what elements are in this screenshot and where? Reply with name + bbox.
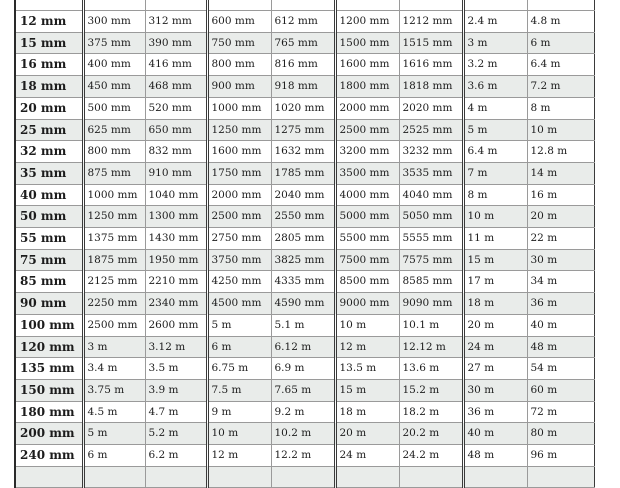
table-cell: 4250 mm	[207, 271, 271, 293]
table-cell: 8 m	[463, 184, 527, 206]
table-cell: 54 m	[527, 358, 594, 380]
table-cell: 800 mm	[83, 141, 145, 163]
table-cell: 3232 mm	[399, 141, 463, 163]
table-cell: 750 mm	[207, 32, 271, 54]
table-cell: 3825 mm	[271, 249, 335, 271]
table-cell: 18.2 m	[399, 401, 463, 423]
table-cell: 9 m	[207, 401, 271, 423]
table-cell: 12.2 m	[271, 445, 335, 467]
table-cell: 7575 mm	[399, 249, 463, 271]
table-row	[15, 336, 594, 358]
table-cell: 8500 mm	[335, 271, 399, 293]
table-cell: 3.6 m	[463, 76, 527, 98]
table-cell: 17 m	[463, 271, 527, 293]
table-cell: 60 m	[527, 379, 594, 401]
table-cell	[207, 0, 271, 11]
table-cell: 2600 mm	[145, 314, 207, 336]
table-cell: 3750 mm	[207, 249, 271, 271]
table-cell	[527, 466, 594, 488]
table-cell: 10 m	[335, 314, 399, 336]
table-cell: 4590 mm	[271, 293, 335, 315]
table-row	[15, 379, 594, 401]
table-cell: 1275 mm	[271, 119, 335, 141]
row-label-cell: 16 mm	[15, 54, 83, 76]
table-cell: 27 m	[463, 358, 527, 380]
table-cell: 2040 mm	[271, 184, 335, 206]
table-cell: 6.4 m	[463, 141, 527, 163]
table-cell: 612 mm	[271, 11, 335, 33]
row-label-cell: 150 mm	[15, 379, 83, 401]
row-label-cell: 12 mm	[15, 11, 83, 33]
table-cell: 6.2 m	[145, 445, 207, 467]
table-cell: 48 m	[463, 445, 527, 467]
table-cell: 765 mm	[271, 32, 335, 54]
table-cell: 2.4 m	[463, 11, 527, 33]
table-row	[15, 314, 594, 336]
table-cell: 10.2 m	[271, 423, 335, 445]
table-cell: 4335 mm	[271, 271, 335, 293]
table-row	[15, 293, 594, 315]
table-cell: 12 m	[335, 336, 399, 358]
table-cell: 2550 mm	[271, 206, 335, 228]
table-cell: 650 mm	[145, 119, 207, 141]
table-cell: 3 m	[83, 336, 145, 358]
row-label-cell: 85 mm	[15, 271, 83, 293]
table-cell	[527, 0, 594, 11]
table-cell: 800 mm	[207, 54, 271, 76]
table-cell: 1515 mm	[399, 32, 463, 54]
table-cell: 12 m	[207, 445, 271, 467]
table-cell: 5500 mm	[335, 228, 399, 250]
table-row	[15, 358, 594, 380]
table-cell: 2500 mm	[335, 119, 399, 141]
table-cell: 10 m	[527, 119, 594, 141]
table-cell: 312 mm	[145, 11, 207, 33]
table-cell	[335, 0, 399, 11]
table-cell: 24.2 m	[399, 445, 463, 467]
table-cell: 96 m	[527, 445, 594, 467]
row-label-cell: 18 mm	[15, 76, 83, 98]
row-label-cell: 55 mm	[15, 228, 83, 250]
table-cell: 5555 mm	[399, 228, 463, 250]
table-cell: 10 m	[207, 423, 271, 445]
table-cell: 5000 mm	[335, 206, 399, 228]
table-cell: 15 m	[463, 249, 527, 271]
table-cell: 1500 mm	[335, 32, 399, 54]
table-cell: 500 mm	[83, 97, 145, 119]
table-row	[15, 228, 594, 250]
table-cell: 3.2 m	[463, 54, 527, 76]
table-cell: 16 m	[527, 184, 594, 206]
table-cell: 468 mm	[145, 76, 207, 98]
table-cell: 5.1 m	[271, 314, 335, 336]
table-cell	[145, 0, 207, 11]
table-cell: 6.75 m	[207, 358, 271, 380]
table-cell: 20 m	[335, 423, 399, 445]
table-cell: 625 mm	[83, 119, 145, 141]
table-cell: 34 m	[527, 271, 594, 293]
table-cell: 9090 mm	[399, 293, 463, 315]
table-cell	[271, 466, 335, 488]
table-cell: 24 m	[463, 336, 527, 358]
table-cell: 375 mm	[83, 32, 145, 54]
table-cell: 5 m	[207, 314, 271, 336]
table-cell: 7 m	[463, 162, 527, 184]
row-label-cell: 180 mm	[15, 401, 83, 423]
table-cell: 30 m	[527, 249, 594, 271]
table-cell: 7.2 m	[527, 76, 594, 98]
table-cell: 8585 mm	[399, 271, 463, 293]
table-cell: 6 m	[83, 445, 145, 467]
table-cell: 12.8 m	[527, 141, 594, 163]
table-cell: 6.9 m	[271, 358, 335, 380]
table-cell: 1600 mm	[207, 141, 271, 163]
row-label-cell: 35 mm	[15, 162, 83, 184]
table-cell: 12.12 m	[399, 336, 463, 358]
table-cell: 1785 mm	[271, 162, 335, 184]
table-cell: 20.2 m	[399, 423, 463, 445]
row-label-cell: 100 mm	[15, 314, 83, 336]
table-cell: 22 m	[527, 228, 594, 250]
table-cell: 390 mm	[145, 32, 207, 54]
table-cell: 1800 mm	[335, 76, 399, 98]
table-cell: 4.7 m	[145, 401, 207, 423]
table-cell: 7500 mm	[335, 249, 399, 271]
table-cell: 20 m	[527, 206, 594, 228]
table-body	[15, 0, 594, 488]
row-label-cell: 50 mm	[15, 206, 83, 228]
table-row	[15, 0, 594, 11]
table-cell	[335, 466, 399, 488]
table-cell: 10 m	[463, 206, 527, 228]
table-cell: 1000 mm	[83, 184, 145, 206]
table-cell: 4040 mm	[399, 184, 463, 206]
table-cell: 1818 mm	[399, 76, 463, 98]
table-row	[15, 184, 594, 206]
table-cell: 450 mm	[83, 76, 145, 98]
table-row	[15, 11, 594, 33]
table-cell: 1200 mm	[335, 11, 399, 33]
table-row	[15, 206, 594, 228]
table-cell: 6 m	[207, 336, 271, 358]
table-cell: 8 m	[527, 97, 594, 119]
table-cell: 14 m	[527, 162, 594, 184]
table-cell: 72 m	[527, 401, 594, 423]
table-cell: 5.2 m	[145, 423, 207, 445]
table-cell: 3.75 m	[83, 379, 145, 401]
table-cell: 36 m	[527, 293, 594, 315]
table-cell: 4000 mm	[335, 184, 399, 206]
table-row	[15, 445, 594, 467]
row-label-cell: 25 mm	[15, 119, 83, 141]
table-cell	[145, 466, 207, 488]
table-cell	[399, 0, 463, 11]
table-cell: 400 mm	[83, 54, 145, 76]
table-cell: 3.4 m	[83, 358, 145, 380]
table-cell: 13.6 m	[399, 358, 463, 380]
table-cell: 18 m	[463, 293, 527, 315]
table-row	[15, 162, 594, 184]
table-cell: 2210 mm	[145, 271, 207, 293]
table-cell: 416 mm	[145, 54, 207, 76]
table-cell: 20 m	[463, 314, 527, 336]
table-cell: 1616 mm	[399, 54, 463, 76]
table-cell: 11 m	[463, 228, 527, 250]
table-cell: 1875 mm	[83, 249, 145, 271]
table-cell: 13.5 m	[335, 358, 399, 380]
table-cell: 875 mm	[83, 162, 145, 184]
table-cell: 1430 mm	[145, 228, 207, 250]
table-cell: 1750 mm	[207, 162, 271, 184]
table-row	[15, 119, 594, 141]
table-cell: 1250 mm	[207, 119, 271, 141]
table-cell: 2805 mm	[271, 228, 335, 250]
table-row	[15, 401, 594, 423]
table-cell	[399, 466, 463, 488]
table-cell: 1950 mm	[145, 249, 207, 271]
row-label-cell: 20 mm	[15, 97, 83, 119]
table-cell: 4.5 m	[83, 401, 145, 423]
table-cell: 832 mm	[145, 141, 207, 163]
table-cell: 3.9 m	[145, 379, 207, 401]
row-label-cell	[15, 0, 83, 11]
table-cell: 1020 mm	[271, 97, 335, 119]
table-cell: 36 m	[463, 401, 527, 423]
table-cell: 3200 mm	[335, 141, 399, 163]
table-cell	[83, 0, 145, 11]
table-cell: 15 m	[335, 379, 399, 401]
table-cell	[463, 0, 527, 11]
table-cell: 4.8 m	[527, 11, 594, 33]
row-label-cell: 40 mm	[15, 184, 83, 206]
table-cell: 4500 mm	[207, 293, 271, 315]
row-label-cell: 75 mm	[15, 249, 83, 271]
row-label-cell: 90 mm	[15, 293, 83, 315]
measurement-table	[14, 0, 595, 488]
table-cell: 918 mm	[271, 76, 335, 98]
table-row	[15, 466, 594, 488]
table-cell: 600 mm	[207, 11, 271, 33]
table-cell: 300 mm	[83, 11, 145, 33]
table-row	[15, 97, 594, 119]
table-cell: 910 mm	[145, 162, 207, 184]
table-cell: 1250 mm	[83, 206, 145, 228]
table-cell: 7.65 m	[271, 379, 335, 401]
table-cell: 1300 mm	[145, 206, 207, 228]
table-cell: 48 m	[527, 336, 594, 358]
table-cell: 40 m	[527, 314, 594, 336]
table-row	[15, 423, 594, 445]
table-cell: 2020 mm	[399, 97, 463, 119]
table-cell: 816 mm	[271, 54, 335, 76]
table-cell: 3 m	[463, 32, 527, 54]
table-cell: 1600 mm	[335, 54, 399, 76]
table-cell: 18 m	[335, 401, 399, 423]
table-cell	[271, 0, 335, 11]
table-cell: 2250 mm	[83, 293, 145, 315]
table-row	[15, 271, 594, 293]
table-cell: 40 m	[463, 423, 527, 445]
table-cell: 2750 mm	[207, 228, 271, 250]
table-cell	[463, 466, 527, 488]
table-row	[15, 54, 594, 76]
table-row	[15, 141, 594, 163]
table-cell: 520 mm	[145, 97, 207, 119]
table-cell: 1632 mm	[271, 141, 335, 163]
table-cell: 1212 mm	[399, 11, 463, 33]
row-label-cell	[15, 466, 83, 488]
row-label-cell: 15 mm	[15, 32, 83, 54]
row-label-cell: 240 mm	[15, 445, 83, 467]
table-cell: 6 m	[527, 32, 594, 54]
table-cell: 1375 mm	[83, 228, 145, 250]
table-cell: 3535 mm	[399, 162, 463, 184]
table-cell: 24 m	[335, 445, 399, 467]
table-cell: 2500 mm	[207, 206, 271, 228]
table-cell: 15.2 m	[399, 379, 463, 401]
table-cell: 2500 mm	[83, 314, 145, 336]
table-row	[15, 76, 594, 98]
row-label-cell: 135 mm	[15, 358, 83, 380]
table-cell: 4 m	[463, 97, 527, 119]
table-cell: 30 m	[463, 379, 527, 401]
table-cell: 900 mm	[207, 76, 271, 98]
table-cell: 10.1 m	[399, 314, 463, 336]
table-cell: 1040 mm	[145, 184, 207, 206]
table-cell: 5 m	[463, 119, 527, 141]
table-cell: 1000 mm	[207, 97, 271, 119]
table-cell: 7.5 m	[207, 379, 271, 401]
table-cell: 2000 mm	[207, 184, 271, 206]
table-cell: 9.2 m	[271, 401, 335, 423]
table-cell: 6.12 m	[271, 336, 335, 358]
table-cell: 2125 mm	[83, 271, 145, 293]
table-cell: 5050 mm	[399, 206, 463, 228]
table-cell: 6.4 m	[527, 54, 594, 76]
row-label-cell: 32 mm	[15, 141, 83, 163]
table-cell: 3.5 m	[145, 358, 207, 380]
table-cell: 5 m	[83, 423, 145, 445]
table-cell: 2340 mm	[145, 293, 207, 315]
row-label-cell: 120 mm	[15, 336, 83, 358]
table-cell: 3.12 m	[145, 336, 207, 358]
table-cell	[207, 466, 271, 488]
table-cell: 2000 mm	[335, 97, 399, 119]
table-cell: 3500 mm	[335, 162, 399, 184]
table-row	[15, 249, 594, 271]
table-cell: 2525 mm	[399, 119, 463, 141]
table-cell: 9000 mm	[335, 293, 399, 315]
table-cell: 80 m	[527, 423, 594, 445]
row-label-cell: 200 mm	[15, 423, 83, 445]
table-cell	[83, 466, 145, 488]
table-row	[15, 32, 594, 54]
